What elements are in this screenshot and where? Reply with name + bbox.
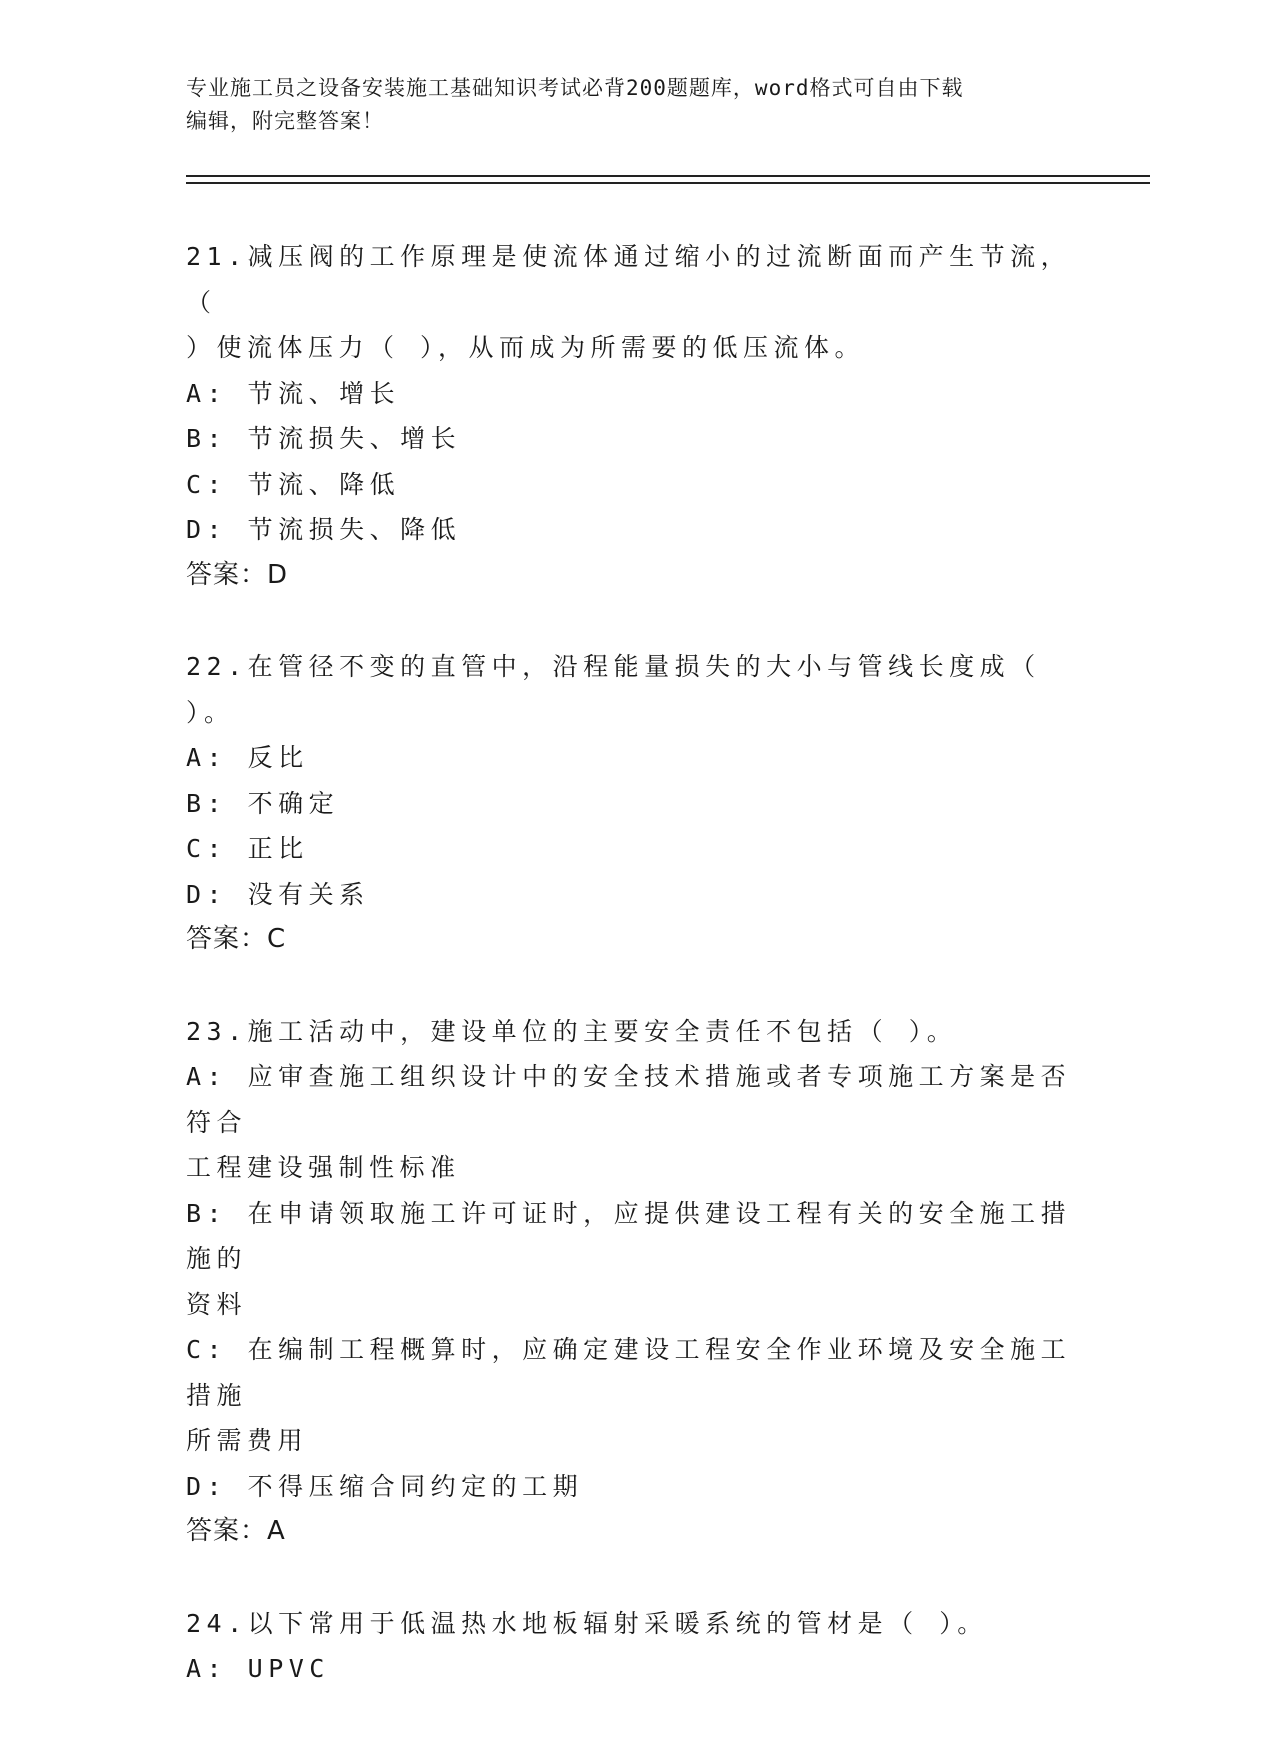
answer-line: 答案：C (186, 924, 287, 954)
option-line: B: 节流损失、增长 (186, 424, 462, 453)
question-block (186, 234, 1086, 598)
option-line: B: 不确定 (186, 788, 340, 818)
question-stem-line: 22.在管径不变的直管中，沿程能量损失的大小与管线长度成（ ）。 (186, 652, 1062, 727)
header-line-2: 编辑，附完整答案！ (186, 109, 384, 133)
option-line: A: 应审查施工组织设计中的安全技术措施或者专项施工方案是否符合 (186, 1062, 1072, 1137)
header-rule-bottom (186, 182, 1150, 184)
option-line: A: UPVC (186, 1654, 330, 1683)
question-stem-line: 23.施工活动中，建设单位的主要安全责任不包括（ ）。 (186, 1016, 958, 1046)
document-header (186, 72, 1086, 138)
answer-line: 答案：D (186, 559, 289, 590)
question-block (186, 1009, 1086, 1555)
question-block (186, 644, 1086, 963)
option-line: D: 没有关系 (186, 879, 370, 909)
header-line-1: 专业施工员之设备安装施工基础知识考试必背200题题库，word格式可自由下载 (186, 76, 964, 100)
question-stem-line: 24.以下常用于低温热水地板辐射采暖系统的管材是（ ）。 (186, 1608, 988, 1638)
option-line: 资料 (186, 1289, 248, 1319)
option-line: C: 节流、降低 (186, 469, 401, 499)
option-line: D: 不得压缩合同约定的工期 (186, 1471, 584, 1501)
option-line: 所需费用 (186, 1426, 309, 1455)
question-stem-line: 21.减压阀的工作原理是使流体通过缩小的过流断面而产生节流，（ (186, 242, 1072, 317)
option-line: C: 在编制工程概算时，应确定建设工程安全作业环境及安全施工措施 (186, 1335, 1072, 1410)
question-list (186, 234, 1086, 1738)
option-line: D: 节流损失、降低 (186, 515, 462, 544)
header-rule-top (186, 175, 1150, 177)
question-stem-line: ）使流体压力（ ），从而成为所需要的低压流体。 (186, 333, 866, 362)
option-line: A: 节流、增长 (186, 378, 401, 408)
question-block (186, 1601, 1086, 1692)
option-line: A: 反比 (186, 743, 309, 772)
option-line: C: 正比 (186, 834, 309, 863)
option-line: B: 在申请领取施工许可证时，应提供建设工程有关的安全施工措施的 (186, 1198, 1072, 1273)
option-line: 工程建设强制性标准 (186, 1153, 461, 1182)
answer-line: 答案：A (186, 1516, 286, 1546)
